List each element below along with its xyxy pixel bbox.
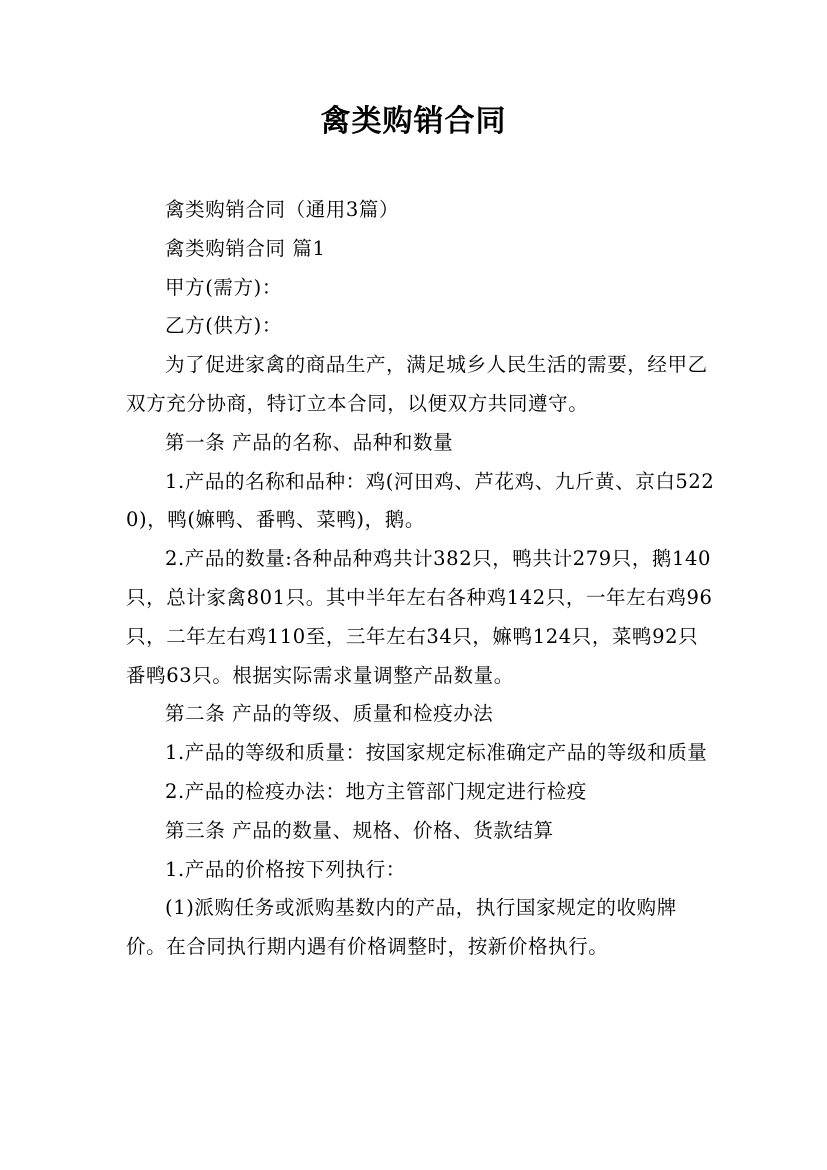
document-title: 禽类购销合同	[320, 104, 507, 139]
paragraph-article-1-item-2: 2.产品的数量:各种品种鸡共计382只，鸭共计279只，鹅140只，总计家禽801只。其中半年左右各种鸡142只，一年左右鸡96只，二年左右鸡110至，三年左右34只，嫲鸭124只，菜鸭92只番鸭63只。根据实际需求量调整产品数量。	[126, 547, 713, 687]
paragraph-article-2-heading: 第二条 产品的等级、质量和检疫办法	[165, 702, 494, 726]
paragraph-article-2-item-2: 2.产品的检疫办法：地方主管部门规定进行检疫	[165, 779, 587, 803]
paragraph-party-a: 甲方(需方)：	[165, 275, 282, 299]
paragraph-article-3-item-1: 1.产品的价格按下列执行：	[165, 857, 406, 881]
paragraph-subtitle: 禽类购销合同（通用3篇）	[165, 198, 400, 221]
paragraph-article-1-heading: 第一条 产品的名称、品种和数量	[165, 430, 454, 454]
document-body	[126, 191, 716, 967]
paragraph-article-2-item-1: 1.产品的等级和质量：按国家规定标准确定产品的等级和质量	[165, 741, 708, 765]
paragraph-party-b: 乙方(供方)：	[165, 314, 282, 338]
paragraph-article-3-item-1-sub-1: (1)派购任务或派购基数内的产品，执行国家规定的收购牌价。在合同执行期内遇有价格调整时，按新价格执行。	[126, 896, 677, 959]
paragraph-article-1-item-1: 1.产品的名称和品种：鸡(河田鸡、芦花鸡、九斤黄、京白5220)，鸭(嫲鸭、番鸭、菜鸭)，鹅。	[126, 469, 715, 532]
paragraph-preamble: 为了促进家禽的商品生产，满足城乡人民生活的需要，经甲乙双方充分协商，特订立本合同，以便双方共同遵守。	[126, 353, 708, 415]
paragraph-part-heading: 禽类购销合同 篇1	[165, 236, 326, 260]
paragraph-article-3-heading: 第三条 产品的数量、规格、价格、货款结算	[165, 818, 554, 842]
